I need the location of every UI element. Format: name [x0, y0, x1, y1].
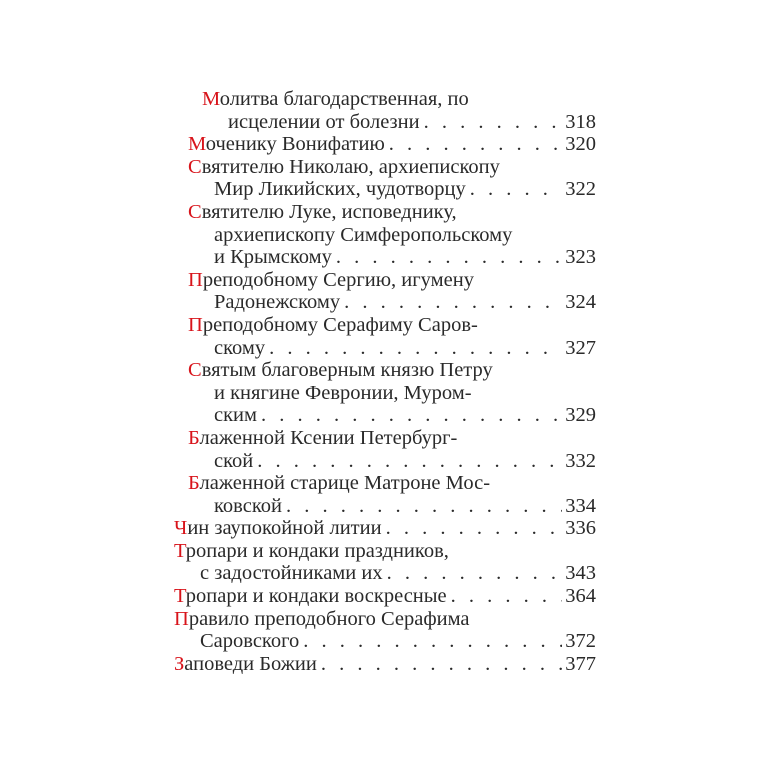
toc-entry-line [188, 450, 596, 473]
toc-page-number: 364 [565, 585, 596, 608]
toc-leader-dots [265, 337, 562, 360]
toc-page-number: 372 [565, 630, 596, 653]
toc-page-number: 332 [565, 449, 596, 472]
toc-entry-text-body: лаженной Ксении Петербург- [199, 426, 458, 449]
toc-entry-text-body: равило преподобного Серафима [188, 607, 470, 630]
toc-page-number: 334 [565, 494, 596, 517]
toc-entry-line [202, 88, 596, 111]
toc-entry[interactable] [174, 653, 596, 676]
toc-entry-text [188, 201, 457, 223]
toc-leader-dots [317, 653, 562, 676]
toc-leader-dots [299, 630, 562, 653]
toc-entry-line [188, 427, 596, 450]
toc-initial-letter: С [188, 200, 202, 223]
toc-initial-letter: Б [188, 426, 200, 449]
toc-leader-dots [332, 246, 562, 269]
toc-entry[interactable] [174, 608, 596, 653]
toc-leader-row [174, 517, 596, 540]
toc-entry-line [174, 517, 596, 540]
toc-leader-dots [257, 404, 562, 427]
toc-entry[interactable] [174, 517, 596, 540]
toc-entry-line [188, 404, 596, 427]
toc-entry-text-body: вятителю Луке, исповеднику, [201, 200, 457, 223]
toc-entry[interactable] [174, 201, 596, 269]
toc-entry-line [174, 585, 596, 608]
toc-initial-letter: Т [174, 585, 186, 608]
toc-entry[interactable] [174, 359, 596, 427]
toc-entry-text-body: архиепископу Симферопольскому [214, 223, 513, 246]
toc-leader-row [214, 178, 596, 201]
toc-entry-text [174, 585, 447, 608]
toc-entry-line [174, 562, 596, 585]
toc-leader-dots [282, 495, 562, 518]
toc-leader-row [214, 450, 596, 473]
toc-entry-line [188, 314, 596, 337]
toc-leader-dots [382, 517, 562, 540]
toc-leader-row [228, 111, 596, 134]
toc-leader-dots [466, 178, 562, 201]
toc-page-number: 320 [565, 133, 596, 156]
toc-initial-letter: Б [188, 472, 200, 495]
toc-initial-letter: М [188, 133, 206, 156]
table-of-contents [174, 88, 596, 675]
toc-page-number: 327 [565, 336, 596, 359]
toc-entry-text [214, 291, 340, 314]
toc-initial-letter: Т [174, 539, 186, 562]
toc-entry-text-body: вятым благоверным князю Петру [201, 359, 493, 382]
toc-leader-row [188, 133, 596, 156]
toc-entry-text [214, 337, 265, 360]
toc-entry-line [174, 540, 596, 563]
toc-entry-text-body: олитва благодарственная, по [219, 88, 469, 110]
toc-entry-line [188, 156, 596, 179]
toc-entry-line [188, 224, 596, 247]
toc-entry-text [174, 653, 317, 676]
toc-entry-text-body: и княгине Февронии, Муром- [214, 381, 472, 404]
toc-entry[interactable] [174, 540, 596, 585]
toc-entry-text-body: ковской [214, 494, 282, 517]
toc-leader-row [174, 585, 596, 608]
toc-entry-text-body: ропари и кондаки воскресные [185, 585, 447, 608]
toc-entry-line [188, 495, 596, 518]
toc-initial-letter: П [188, 313, 203, 336]
toc-entry-text [188, 133, 385, 156]
toc-entry-line [174, 630, 596, 653]
toc-page-number: 336 [565, 517, 596, 540]
toc-entry-text [174, 540, 449, 562]
toc-initial-letter: М [202, 88, 220, 110]
toc-entry-line [188, 382, 596, 405]
toc-leader-dots [340, 291, 562, 314]
toc-entry-text-body: оченику Вонифатию [205, 133, 385, 156]
toc-initial-letter: З [174, 652, 185, 675]
toc-entry-text [174, 608, 470, 630]
toc-entry-text-body: с задостойниками их [200, 562, 383, 585]
toc-entry-text [214, 404, 257, 427]
toc-entry-text [188, 156, 500, 178]
toc-entry[interactable] [174, 88, 596, 133]
toc-entry-line [188, 246, 596, 269]
toc-initial-letter: П [174, 607, 189, 630]
toc-entry[interactable] [174, 133, 596, 156]
toc-entry-text-body: вятителю Николаю, архиепископу [201, 155, 500, 178]
toc-entry-line [188, 337, 596, 360]
toc-leader-row [214, 404, 596, 427]
toc-entry-text-body: ской [214, 449, 254, 472]
toc-entry-text-body: ропари и кондаки праздников, [185, 539, 449, 562]
toc-entry-text-body: и Крымскому [214, 246, 332, 269]
toc-entry-text [214, 178, 466, 201]
toc-entry[interactable] [174, 585, 596, 608]
toc-entry-text-body: реподобному Серафиму Саров- [202, 313, 478, 336]
toc-entry-text [188, 269, 474, 291]
toc-entry-text-body: исцелении от болезни [228, 110, 420, 133]
toc-entry-text [214, 382, 472, 404]
toc-entry-text [214, 246, 332, 269]
toc-entry-line [188, 201, 596, 224]
toc-leader-dots [383, 562, 562, 585]
toc-leader-row [214, 291, 596, 314]
toc-entry-text-body: лаженной старице Матроне Мос- [199, 472, 491, 495]
toc-leader-row [214, 337, 596, 360]
toc-initial-letter: П [188, 268, 203, 291]
toc-entry-line [188, 291, 596, 314]
toc-page-number: 322 [565, 178, 596, 201]
toc-entry[interactable] [174, 472, 596, 517]
toc-leader-row [214, 246, 596, 269]
toc-entry-line [188, 359, 596, 382]
toc-entry-text [214, 495, 282, 518]
toc-entry[interactable] [174, 156, 596, 201]
toc-entry-line [174, 653, 596, 676]
toc-entry-text [188, 359, 493, 381]
toc-page-number: 329 [565, 404, 596, 427]
toc-entry[interactable] [174, 427, 596, 472]
toc-leader-row [214, 495, 596, 518]
toc-entry-text-body: Мир Ликийских, чудотворцу [214, 178, 466, 201]
toc-entry-line [188, 133, 596, 156]
toc-page-number: 377 [565, 652, 596, 675]
toc-page-number: 324 [565, 291, 596, 314]
toc-initial-letter: Ч [174, 517, 188, 540]
toc-entry-text-body: Саровского [200, 630, 300, 653]
toc-entry-text-body: аповеди Божии [184, 652, 317, 675]
toc-entry-line [188, 269, 596, 292]
toc-entry-text-body: Радонежскому [214, 291, 341, 314]
toc-leader-dots [420, 111, 562, 134]
toc-page-number: 343 [565, 562, 596, 585]
toc-initial-letter: С [188, 359, 202, 382]
toc-entry-text [200, 630, 299, 653]
toc-leader-row [200, 562, 596, 585]
toc-entry-text [228, 111, 420, 134]
toc-entry-text-body: ин заупокойной литии [187, 517, 382, 540]
toc-entry-line [188, 472, 596, 495]
toc-entry-text-body: реподобному Сергию, игумену [202, 268, 474, 291]
toc-entry-text [214, 224, 512, 246]
toc-leader-dots [253, 450, 562, 473]
toc-initial-letter: С [188, 155, 202, 178]
toc-entry[interactable] [174, 269, 596, 314]
toc-leader-dots [447, 585, 562, 608]
toc-entry-line [174, 608, 596, 631]
toc-entry-text [202, 88, 469, 110]
toc-leader-dots [385, 133, 562, 156]
toc-entry-text [214, 450, 253, 473]
toc-entry[interactable] [174, 314, 596, 359]
toc-entry-text [188, 314, 478, 336]
toc-entry-line [188, 178, 596, 201]
toc-entry-text [188, 427, 457, 449]
toc-entry-text-body: скому [214, 336, 266, 359]
toc-page-number: 318 [565, 110, 596, 133]
toc-leader-row [174, 653, 596, 676]
toc-entry-text [188, 472, 490, 494]
toc-leader-row [200, 630, 596, 653]
toc-entry-text [200, 562, 383, 585]
toc-entry-text [174, 517, 382, 540]
toc-entry-text-body: ским [214, 404, 258, 427]
toc-entry-line [202, 111, 596, 134]
toc-page-number: 323 [565, 246, 596, 269]
